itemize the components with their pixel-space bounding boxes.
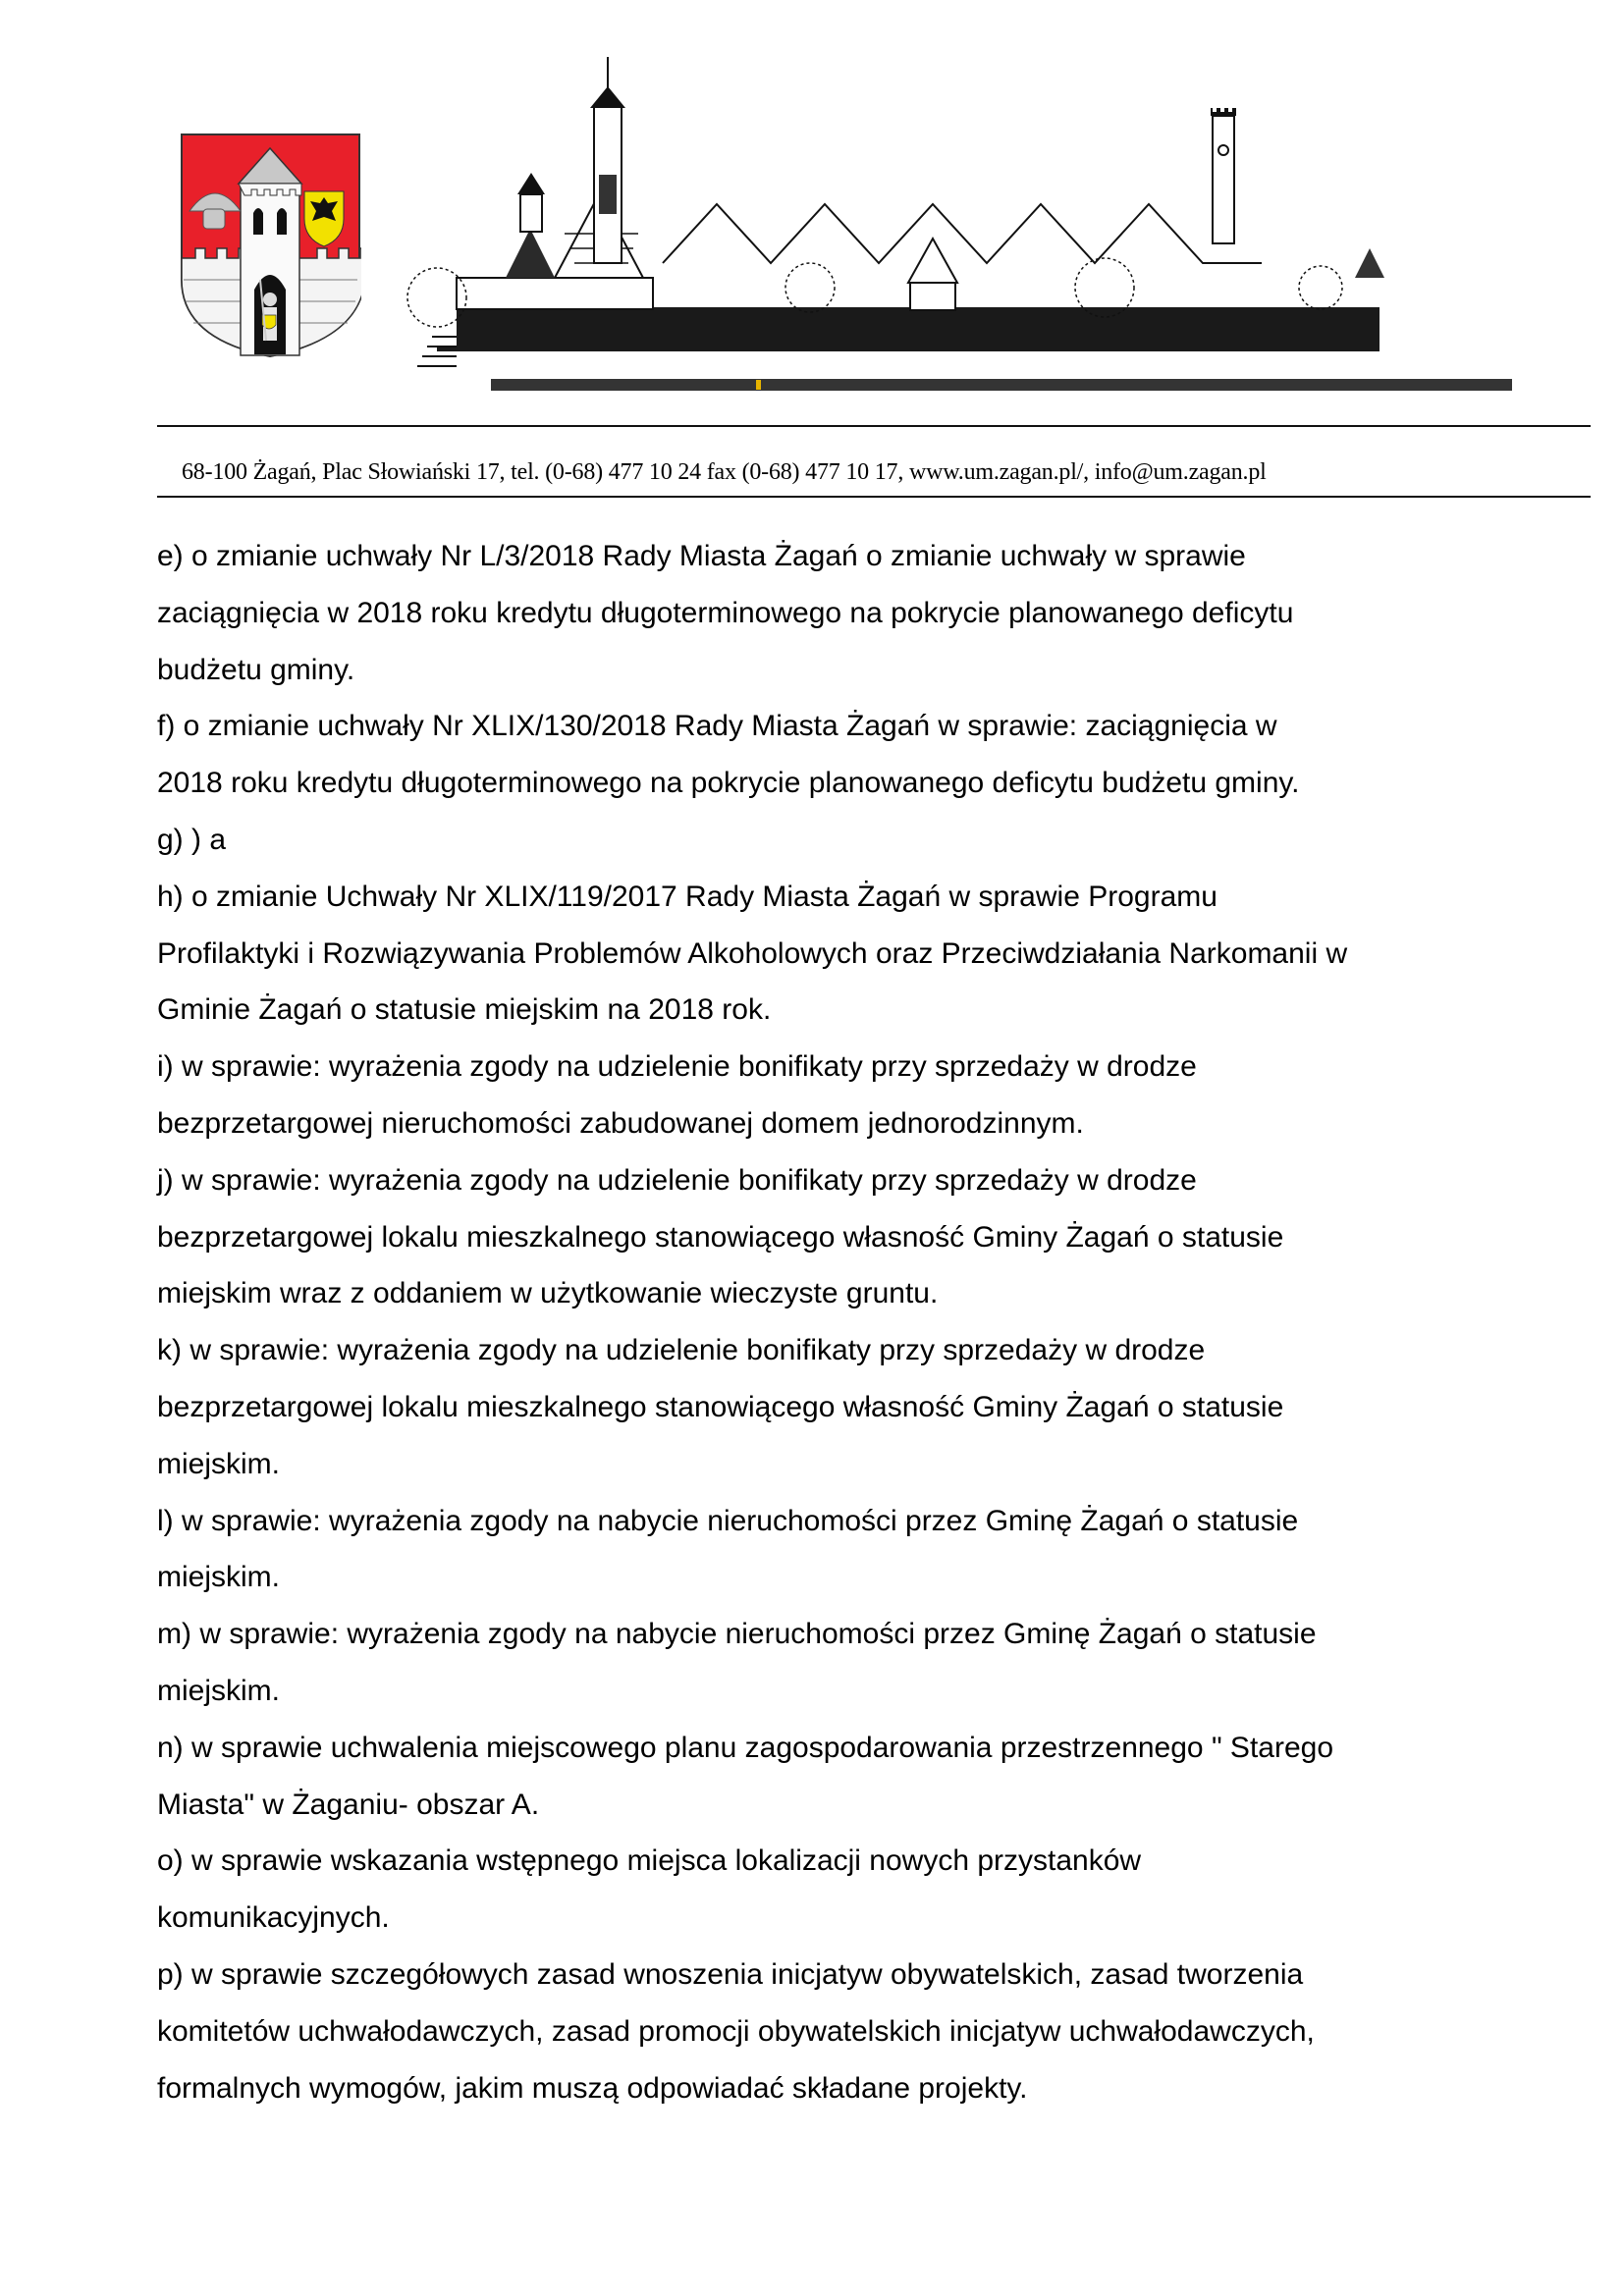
- line: miejskim.: [157, 1447, 280, 1480]
- line: miejskim.: [157, 1561, 280, 1594]
- line: e) o zmianie uchwały Nr L/3/2018 Rady Miasta Żagań o zmianie uchwały w sprawie: [157, 540, 1246, 572]
- line: j) w sprawie: wyrażenia zgody na udzielenie bonifikaty przy sprzedaży w drodze: [157, 1163, 1197, 1197]
- line: k) w sprawie: wyrażenia zgody na udzielenie bonifikaty przy sprzedaży w drodze: [157, 1334, 1206, 1367]
- line: miejskim.: [157, 1674, 280, 1707]
- agenda-item-i: [157, 1039, 1512, 1152]
- line: l) w sprawie: wyrażenia zgody na nabycie nieruchomości przez Gminę Żagań o statusie: [157, 1504, 1299, 1537]
- agenda-item-h: [157, 869, 1512, 1039]
- line: m) w sprawie: wyrażenia zgody na nabycie nieruchomości przez Gminę Żagań o statusie: [157, 1618, 1317, 1651]
- agenda-item-l: [157, 1493, 1512, 1607]
- line: miejskim wraz z oddaniem w użytkowanie wieczyste gruntu.: [157, 1277, 939, 1310]
- agenda-item-p: [157, 1947, 1512, 2116]
- line: i) w sprawie: wyrażenia zgody na udzielenie bonifikaty przy sprzedaży w drodze: [157, 1050, 1197, 1084]
- line: bezprzetargowej nieruchomości zabudowanej domem jednorodzinnym.: [157, 1106, 1084, 1140]
- line: budżetu gminy.: [157, 653, 355, 686]
- coat-of-arms-icon: [180, 133, 361, 358]
- agenda-items-list: [157, 528, 1512, 2116]
- line: 2018 roku kredytu długoterminowego na pokrycie planowanego deficytu budżetu gminy.: [157, 767, 1300, 800]
- header-rule-top: [157, 425, 1591, 427]
- line: bezprzetargowej lokalu mieszkalnego stanowiącego własność Gminy Żagań o statusie: [157, 1390, 1284, 1423]
- line: Profilaktyki i Rozwiązywania Problemów Alkoholowych oraz Przeciwdziałania Narkomanii w: [157, 936, 1348, 970]
- line: komunikacyjnych.: [157, 1901, 390, 1935]
- line: g) ) a: [157, 823, 227, 856]
- agenda-item-m: [157, 1606, 1512, 1720]
- line: zaciągnięcia w 2018 roku kredytu długoterminowego na pokrycie planowanego deficytu: [157, 596, 1294, 629]
- line: formalnych wymogów, jakim muszą odpowiadać składane projekty.: [157, 2071, 1028, 2105]
- line: p) w sprawie szczegółowych zasad wnoszenia inicjatyw obywatelskich, zasad tworzenia: [157, 1957, 1304, 1991]
- agenda-item-f: [157, 698, 1512, 812]
- agenda-item-j: [157, 1152, 1512, 1322]
- line: Gminie Żagań o statusie miejskim na 2018 rok.: [157, 993, 772, 1027]
- line: n) w sprawie uchwalenia miejscowego planu zagospodarowania przestrzennego " Starego: [157, 1731, 1334, 1764]
- town-skyline-illustration: [398, 37, 1556, 391]
- line: bezprzetargowej lokalu mieszkalnego stanowiącego własność Gminy Żagań o statusie: [157, 1220, 1284, 1254]
- line: komitetów uchwałodawczych, zasad promocji obywatelskich inicjatyw uchwałodawczych,: [157, 2014, 1315, 2048]
- agenda-item-n: [157, 1720, 1512, 1834]
- agenda-item-g: [157, 812, 1512, 869]
- agenda-item-k: [157, 1322, 1512, 1492]
- line: o) w sprawie wskazania wstępnego miejsca lokalizacji nowych przystanków: [157, 1844, 1142, 1878]
- line: h) o zmianie Uchwały Nr XLIX/119/2017 Rady Miasta Żagań w sprawie Programu: [157, 880, 1217, 913]
- agenda-item-o: [157, 1833, 1512, 1947]
- address-line: 68-100 Żagań, Plac Słowiański 17, tel. (0-68) 477 10 24 fax (0-68) 477 10 17, www.um.zagan.pl/, info@um.zagan.pl: [182, 459, 1267, 485]
- line: f) o zmianie uchwały Nr XLIX/130/2018 Rady Miasta Żagań w sprawie: zaciągnięcia w: [157, 710, 1277, 743]
- line: Miasta" w Żaganiu- obszar A.: [157, 1788, 540, 1821]
- agenda-item-e: [157, 528, 1512, 698]
- header-rule-bottom: [157, 496, 1591, 498]
